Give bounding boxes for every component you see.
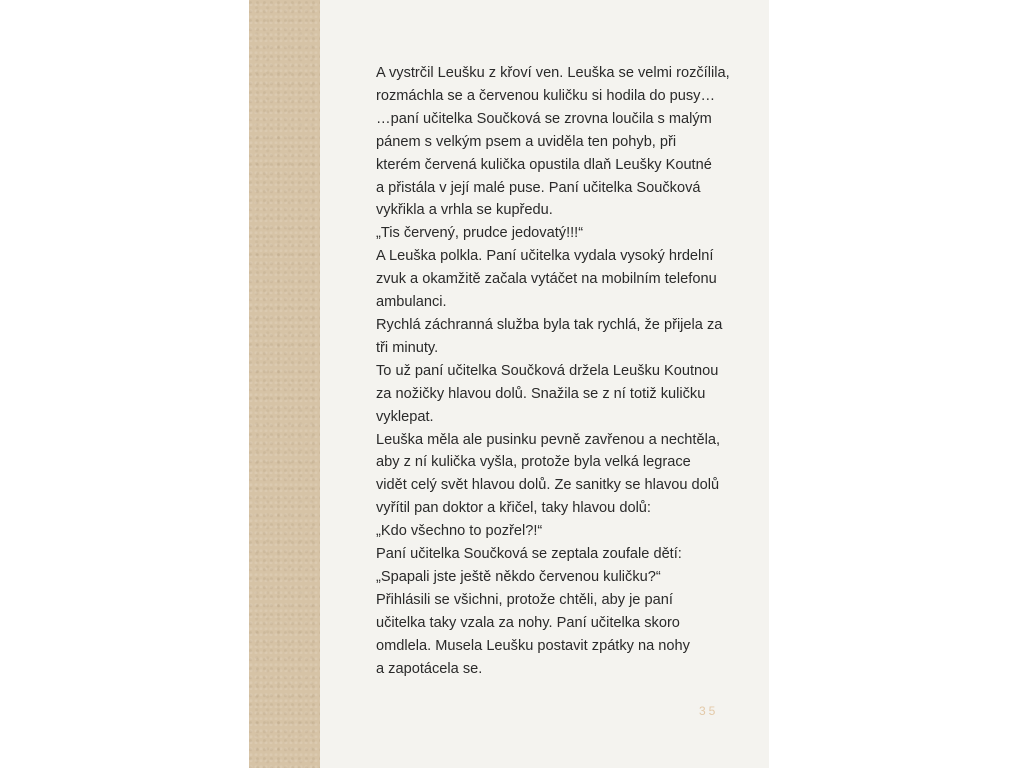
text-line: …paní učitelka Součková se zrovna loučila s malým bbox=[376, 110, 712, 127]
text-line: Leuška měla ale pusinku pevně zavřenou a nechtěla, bbox=[376, 431, 720, 448]
text-line: rozmáchla se a červenou kuličku si hodila do pusy… bbox=[376, 87, 716, 104]
text-line: aby z ní kulička vyšla, protože byla velká legrace bbox=[376, 454, 691, 471]
text-line: pánem s velkým psem a uviděla ten pohyb, při bbox=[376, 133, 677, 150]
text-line: a zapotácela se. bbox=[376, 660, 483, 677]
text-line: Paní učitelka Součková se zeptala zoufale dětí: bbox=[376, 546, 682, 563]
text-line: Rychlá záchranná služba byla tak rychlá, že přijela za bbox=[376, 316, 723, 333]
text-line: A Leuška polkla. Paní učitelka vydala vysoký hrdelní bbox=[376, 248, 714, 265]
text-line: Přihlásili se všichni, protože chtěli, aby je paní bbox=[376, 591, 673, 608]
text-line: To už paní učitelka Součková držela Leušku Koutnou bbox=[376, 362, 719, 379]
text-line: ambulanci. bbox=[376, 294, 447, 311]
page-number: 35 bbox=[699, 704, 719, 718]
book-page-spread bbox=[249, 0, 769, 768]
text-line: kterém červená kulička opustila dlaň Leušky Koutné bbox=[376, 156, 712, 173]
text-line: vyřítil pan doktor a křičel, taky hlavou dolů: bbox=[376, 500, 651, 517]
book-page bbox=[320, 0, 769, 768]
text-line: omdlela. Musela Leušku postavit zpátky na nohy bbox=[376, 637, 690, 654]
text-line: „Tis červený, prudce jedovatý!!!“ bbox=[376, 225, 584, 242]
text-line: vykřikla a vrhla se kupředu. bbox=[376, 202, 553, 219]
text-line: A vystrčil Leušku z křoví ven. Leuška se velmi rozčílila, bbox=[376, 65, 730, 81]
text-line: „Kdo všechno to pozřel?!“ bbox=[376, 523, 543, 540]
text-line: učitelka taky vzala za nohy. Paní učitelka skoro bbox=[376, 614, 680, 631]
text-line: „Spapali jste ještě někdo červenou kuličku?“ bbox=[376, 568, 661, 585]
story-text bbox=[376, 62, 746, 680]
kraft-paper-strip bbox=[249, 0, 320, 768]
text-line: vyklepat. bbox=[376, 408, 434, 425]
text-line: a přistála v její malé puse. Paní učitelka Součková bbox=[376, 179, 701, 196]
text-line: vidět celý svět hlavou dolů. Ze sanitky se hlavou dolů bbox=[376, 477, 720, 494]
text-line: tři minuty. bbox=[376, 339, 439, 356]
text-line: za nožičky hlavou dolů. Snažila se z ní totiž kuličku bbox=[376, 385, 706, 402]
text-line: zvuk a okamžitě začala vytáčet na mobilním telefonu bbox=[376, 271, 717, 288]
